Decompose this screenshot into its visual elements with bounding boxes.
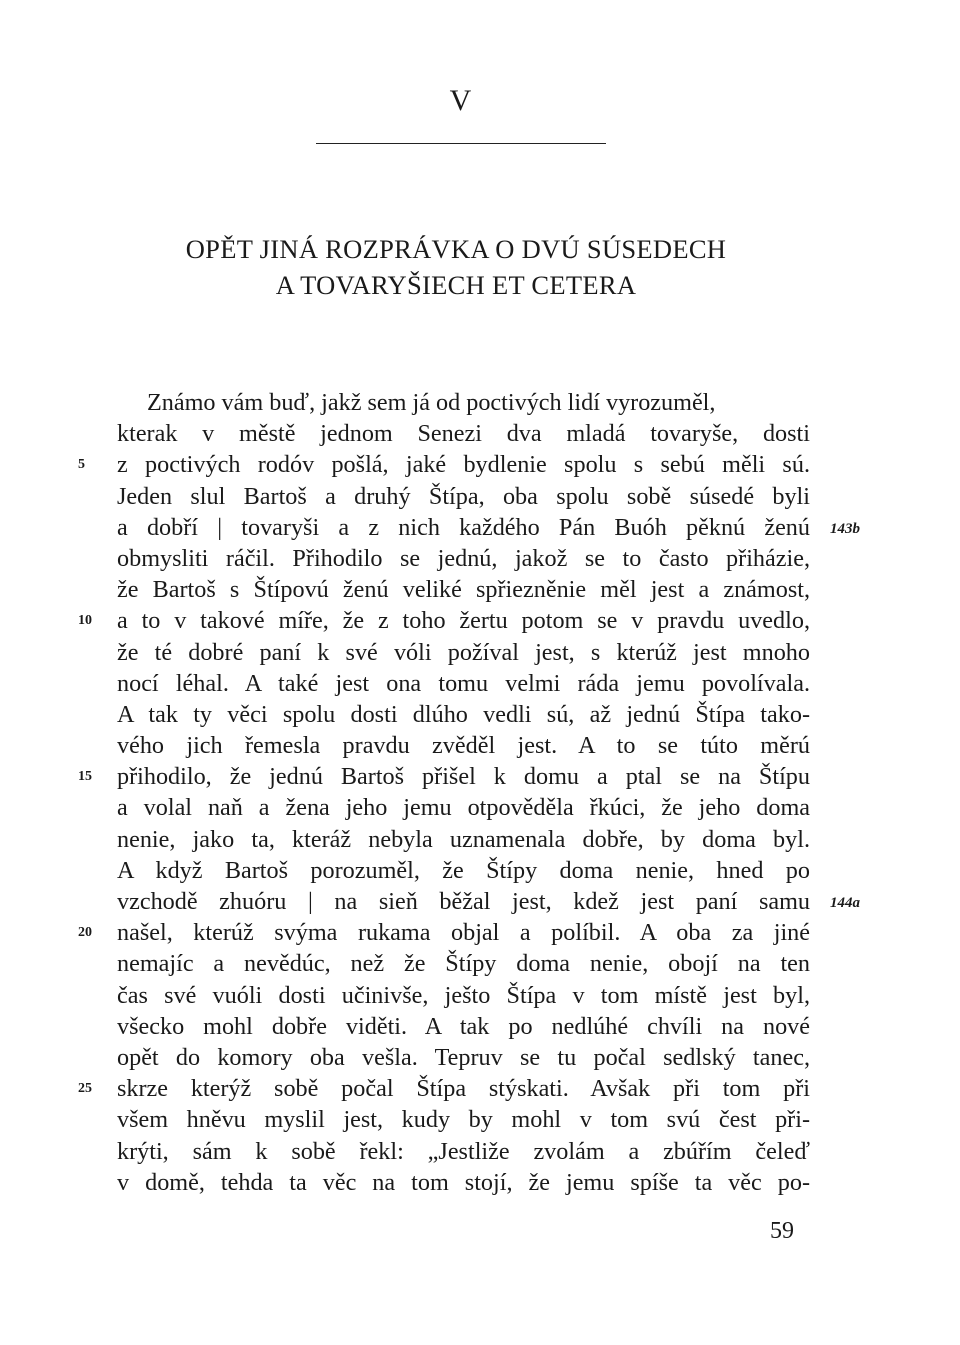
text-line (117, 418, 810, 449)
line-number: 20 (78, 925, 92, 941)
text-line (78, 761, 810, 792)
text-line (117, 637, 810, 668)
line-text: vého jich řemesla pravdu zvěděl jest. A to se túto měrú (117, 732, 810, 760)
text-line (117, 1167, 810, 1198)
text-line (117, 948, 810, 979)
line-number: 15 (78, 769, 92, 785)
line-number: 25 (78, 1081, 92, 1097)
line-text: čas své vuóli dosti učinivše, ješto Štípa v tom místě jest byl, (117, 981, 810, 1009)
line-text: všem hněvu myslil jest, kudy by mohl v tom svú čest při- (117, 1106, 810, 1134)
line-text: že té dobré paní k své vóli požíval jest, s kterúž jest mnoho (117, 638, 810, 666)
body-text (78, 387, 860, 1198)
line-text: nocí léhal. A také jest ona tomu velmi ráda jemu povolívala. (117, 669, 810, 697)
line-text: všecko mohl dobře viděti. A tak po nedlúhé chvíli na nové (117, 1012, 810, 1040)
line-text: kterak v městě jednom Senezi dva mladá tovaryše, dosti (117, 420, 810, 448)
line-text: v domě, tehda ta věc na tom stojí, že jemu spíše ta věc po- (117, 1168, 810, 1196)
margin-folio-reference: 143b (830, 520, 860, 537)
line-text: opět do komory oba vešla. Tepruv se tu počal sedlský tanec, (117, 1043, 810, 1071)
line-text: z poctivých rodóv pošlá, jaké bydlenie spolu s sebú měli sú. (117, 451, 810, 479)
text-line (117, 886, 860, 917)
text-line (117, 792, 810, 823)
line-text: krýti, sám k sobě řekl: „Jestliže zvolám a zbúřím čeleď (117, 1137, 810, 1165)
line-text: vzchodě zhuóru | na sieň běžal jest, kdež jest paní samu (117, 888, 810, 915)
text-line (117, 824, 810, 855)
text-line (117, 481, 810, 512)
chapter-numeral: V (449, 84, 473, 117)
line-text: našel, kterúž svýma rukama objal a políbil. A oba za jiné (117, 919, 810, 947)
chapter-heading-line-1: OPĚT JINÁ ROZPRÁVKA O DVÚ SÚSEDECH (185, 234, 727, 264)
text-line (117, 855, 810, 886)
margin-folio-reference: 144a (830, 895, 860, 911)
text-line (117, 1042, 810, 1073)
text-line (78, 605, 810, 636)
line-text: nenie, jako ta, kteráž nebyla uznamenala dobře, by doma byl. (117, 825, 810, 853)
text-line (117, 1104, 810, 1135)
text-line (117, 1011, 810, 1042)
line-text: skrze kterýž sobě počal Štípa stýskati. Avšak při tom při (117, 1075, 810, 1103)
line-text: a volal naň a žena jeho jemu otpověděla řkúci, že jeho doma (117, 794, 810, 822)
text-line (117, 1136, 810, 1167)
page-number: 59 (770, 1218, 794, 1244)
text-line (117, 512, 860, 543)
text-line (78, 449, 810, 480)
text-line (117, 574, 810, 605)
line-text: nemajíc a nevědúc, než že Štípy doma nenie, obojí na ten (117, 950, 810, 978)
line-text: A když Bartoš porozuměl, že Štípy doma nenie, hned po (117, 856, 810, 884)
chapter-heading-line-2: A TOVARYŠIECH ET CETERA (275, 270, 637, 300)
line-text: a to v takové míře, že z toho žertu potom se v pravdu uvedlo, (117, 607, 810, 635)
text-line (117, 387, 810, 418)
text-line (78, 1073, 810, 1104)
line-text: přihodilo, že jednú Bartoš přišel k domu a ptal se na Štípu (117, 763, 810, 791)
line-text: Známo vám buď, jakž sem já od poctivých lidí vyrozuměl, (147, 389, 716, 416)
line-text: obmysliti ráčil. Přihodilo se jednú, jakož se to často přiházie, (117, 544, 810, 572)
text-line (117, 980, 810, 1011)
text-line (117, 730, 810, 761)
line-text: a dobří | tovaryši a z nich každého Pán Buóh pěknú ženú (117, 513, 810, 541)
text-line (117, 543, 810, 574)
line-text: Jeden slul Bartoš a druhý Štípa, oba spolu sobě súsedé byli (117, 482, 810, 510)
text-line (117, 699, 810, 730)
line-number: 10 (78, 613, 92, 629)
heading-rule (316, 143, 606, 144)
text-line (117, 668, 810, 699)
line-text: že Bartoš s Štípovú ženú veliké spřiezněnie měl jest a známost, (117, 576, 810, 604)
line-number: 5 (78, 457, 85, 473)
line-text: A tak ty věci spolu dosti dlúho vedli sú, až jednú Štípa tako- (117, 700, 810, 728)
text-line (78, 917, 810, 948)
